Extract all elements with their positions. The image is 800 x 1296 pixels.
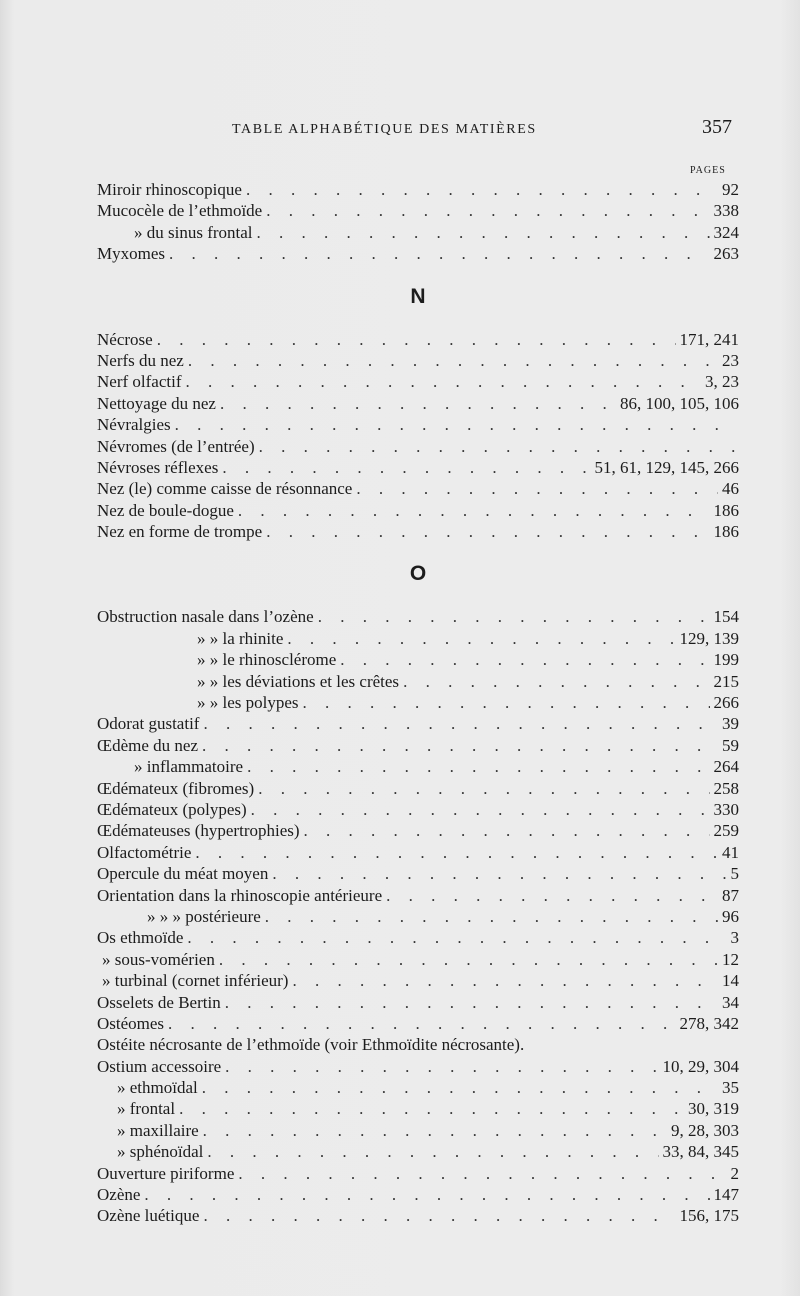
entry-label: » ethmoïdal — [117, 1078, 198, 1098]
running-title: TABLE ALPHABÉTIQUE DES MATIÈRES — [232, 122, 537, 137]
dot-leader — [219, 949, 718, 970]
entry-label: Miroir rhinoscopique — [97, 180, 242, 199]
entry-pages: 278, 342 — [679, 1013, 739, 1033]
entry-label: Névroses réflexes — [97, 457, 219, 477]
entry-pages: 86, 100, 105, 106 — [620, 393, 739, 413]
entry-label: » » les polypes — [197, 693, 299, 713]
index-entry — [97, 1163, 739, 1184]
entry-label: » du sinus frontal — [134, 222, 253, 242]
entry-label: Nerf olfactif — [97, 372, 182, 392]
entry-pages: 96 — [722, 906, 739, 926]
dot-leader — [225, 1056, 658, 1077]
entry-label: » maxillaire — [117, 1120, 199, 1140]
dot-leader — [356, 478, 718, 499]
dot-leader — [257, 222, 710, 243]
entry-label: Névromes (de l’entrée) — [97, 436, 255, 456]
dot-leader — [203, 1120, 667, 1141]
entry-label: Opercule du méat moyen — [97, 864, 269, 884]
entry-pages: 92 — [722, 180, 739, 199]
entry-label: Ozène — [97, 1185, 141, 1205]
entry-pages: 338 — [713, 201, 739, 221]
dot-leader — [247, 756, 709, 777]
index-entry — [97, 949, 739, 970]
entry-pages: 39 — [722, 714, 739, 734]
index-entry — [97, 735, 739, 756]
entry-pages: 156, 175 — [679, 1206, 739, 1226]
index-entry — [97, 414, 739, 435]
dot-leader — [169, 243, 710, 264]
entry-pages: 258 — [713, 778, 739, 798]
entry-label: Obstruction nasale dans l’ozène — [97, 607, 314, 627]
index-entry — [97, 393, 739, 414]
entry-label: Ostéite nécrosante de l’ethmoïde (voir Ethmoïdite nécrosante). — [97, 1035, 525, 1055]
entry-pages: 59 — [722, 735, 739, 755]
dot-leader — [195, 842, 718, 863]
index-entry — [97, 1013, 739, 1034]
entry-pages: 12 — [722, 949, 739, 969]
dot-leader — [292, 970, 718, 991]
section-letter-o: O — [409, 562, 427, 586]
dot-leader — [185, 371, 701, 392]
index-entry — [97, 671, 739, 692]
entry-label: » frontal — [117, 1099, 176, 1119]
dot-leader — [251, 799, 710, 820]
entry-pages: 199 — [713, 650, 739, 670]
entry-label: » sous-vomérien — [102, 949, 215, 969]
dot-leader — [202, 735, 718, 756]
dot-leader — [238, 500, 710, 521]
index-entry — [97, 820, 739, 841]
index-entry — [97, 1034, 739, 1055]
entry-label: Nez (le) comme caisse de résonnance — [97, 479, 353, 499]
index-entry — [97, 970, 739, 991]
dot-leader — [259, 436, 735, 457]
index-entry — [97, 842, 739, 863]
dot-leader — [303, 692, 710, 713]
index-entry — [97, 478, 739, 499]
index-entry — [97, 692, 739, 713]
entry-label: Œdémateuses (hypertrophies) — [97, 821, 300, 841]
index-entry — [97, 500, 739, 521]
index-entry — [97, 927, 739, 948]
index-entry — [97, 1098, 739, 1119]
entry-label: Ostéomes — [97, 1013, 165, 1033]
dot-leader — [202, 1077, 718, 1098]
index-entry — [97, 799, 739, 820]
entry-pages: 3 — [730, 928, 739, 948]
entry-pages: 324 — [713, 222, 739, 242]
dot-leader — [225, 992, 718, 1013]
dot-leader — [258, 778, 709, 799]
index-entry — [97, 371, 739, 392]
dot-leader — [386, 885, 718, 906]
entry-label: Nez de boule-dogue — [97, 500, 234, 520]
dot-leader — [246, 179, 718, 200]
entry-pages: 23 — [722, 350, 739, 370]
entry-pages: 46 — [722, 479, 739, 499]
entry-pages: 10, 29, 304 — [662, 1056, 739, 1076]
index-entry — [97, 1205, 739, 1226]
entry-label: Névralgies — [97, 415, 171, 435]
section-letter-n: N — [410, 284, 426, 308]
dot-leader — [287, 628, 675, 649]
dot-leader — [168, 1013, 675, 1034]
entry-label: » turbinal (cornet inférieur) — [102, 971, 289, 991]
entry-label: » » le rhinosclérome — [197, 650, 337, 670]
index-entries — [97, 179, 739, 1227]
entry-label: Mucocèle de l’ethmoïde — [97, 201, 263, 221]
dot-leader — [222, 457, 590, 478]
entry-label: Ozène luétique — [97, 1206, 200, 1226]
entry-pages: 264 — [713, 757, 739, 777]
dot-leader — [203, 713, 718, 734]
index-entry — [97, 863, 739, 884]
dot-leader — [175, 414, 735, 435]
entry-label: Nécrose — [97, 329, 153, 349]
index-entry — [97, 1141, 739, 1162]
index-entry — [97, 606, 739, 627]
index-entry — [97, 200, 739, 221]
entry-label: Œdémateux (fibromes) — [97, 778, 255, 798]
entry-pages: 330 — [713, 799, 739, 819]
entry-pages: 129, 139 — [679, 628, 739, 648]
entry-pages: 154 — [713, 607, 739, 627]
index-entry — [97, 992, 739, 1013]
index-entry — [97, 1184, 739, 1205]
entry-label: Odorat gustatif — [97, 714, 200, 734]
index-entry — [97, 436, 739, 457]
dot-leader — [187, 927, 726, 948]
entry-pages: 171, 241 — [679, 329, 739, 349]
dot-leader — [266, 521, 709, 542]
entry-pages: 259 — [713, 821, 739, 841]
entry-pages: 33, 84, 345 — [662, 1142, 739, 1162]
entry-pages: 30, 319 — [688, 1099, 739, 1119]
index-entry — [97, 329, 739, 350]
entry-pages: 41 — [722, 842, 739, 862]
entry-pages: 266 — [713, 693, 739, 713]
entry-label: Orientation dans la rhinoscopie antérieure — [97, 885, 383, 905]
index-entry — [97, 778, 739, 799]
entry-label: Nerfs du nez — [97, 350, 184, 370]
entry-pages: 263 — [713, 244, 739, 264]
entry-label: » » la rhinite — [197, 628, 284, 648]
entry-label: Myxomes — [97, 244, 165, 264]
index-entry — [97, 521, 739, 542]
pages-column-label: PAGES — [690, 165, 726, 176]
index-entry — [97, 756, 739, 777]
entry-label: Nettoyage du nez — [97, 393, 216, 413]
index-entry — [97, 885, 739, 906]
index-entry — [97, 628, 739, 649]
index-entry — [97, 243, 739, 264]
dot-leader — [207, 1141, 658, 1162]
index-entry — [97, 1120, 739, 1141]
index-entry — [97, 713, 739, 734]
entry-pages: 3, 23 — [705, 372, 739, 392]
index-entry — [97, 906, 739, 927]
entry-label: Ouverture piriforme — [97, 1163, 235, 1183]
entry-label: Olfactométrie — [97, 842, 192, 862]
entry-label: Ostium accessoire — [97, 1056, 222, 1076]
dot-leader — [203, 1205, 675, 1226]
entry-pages: 186 — [713, 522, 739, 542]
entry-pages: 34 — [722, 992, 739, 1012]
entry-label: » inflammatoire — [134, 757, 244, 777]
entry-label: » sphénoïdal — [117, 1142, 204, 1162]
entry-pages: 14 — [722, 971, 739, 991]
index-entry — [97, 1077, 739, 1098]
entry-label: Os ethmoïde — [97, 928, 184, 948]
dot-leader — [179, 1098, 684, 1119]
entry-label: Osselets de Bertin — [97, 992, 221, 1012]
entry-label: » » les déviations et les crêtes — [197, 671, 400, 691]
entry-label: » » » postérieure — [147, 906, 261, 926]
index-entry — [97, 222, 739, 243]
dot-leader — [266, 200, 709, 221]
entry-pages: 186 — [713, 500, 739, 520]
entry-label: Nez en forme de trompe — [97, 522, 263, 542]
dot-leader — [403, 671, 709, 692]
dot-leader — [144, 1184, 709, 1205]
entry-pages: 51, 61, 129, 145, 266 — [594, 457, 739, 477]
dot-leader — [265, 906, 718, 927]
index-entry — [97, 649, 739, 670]
dot-leader — [318, 606, 710, 627]
index-entry — [97, 1056, 739, 1077]
entry-pages: 215 — [713, 671, 739, 691]
index-entry — [97, 457, 739, 478]
dot-leader — [340, 649, 709, 670]
index-entry — [97, 179, 739, 200]
entry-pages: 87 — [722, 885, 739, 905]
dot-leader — [272, 863, 726, 884]
entry-pages: 2 — [730, 1163, 739, 1183]
dot-leader — [157, 329, 676, 350]
dot-leader — [304, 820, 710, 841]
entry-label: Œdème du nez — [97, 735, 199, 755]
dot-leader — [238, 1163, 726, 1184]
page-number: 357 — [702, 116, 732, 138]
dot-leader — [220, 393, 616, 414]
entry-pages: 9, 28, 303 — [671, 1120, 739, 1140]
entry-pages: 5 — [730, 864, 739, 884]
entry-pages: 35 — [722, 1078, 739, 1098]
dot-leader — [188, 350, 718, 371]
entry-label: Œdémateux (polypes) — [97, 799, 247, 819]
entry-pages: 147 — [713, 1185, 739, 1205]
index-entry — [97, 350, 739, 371]
